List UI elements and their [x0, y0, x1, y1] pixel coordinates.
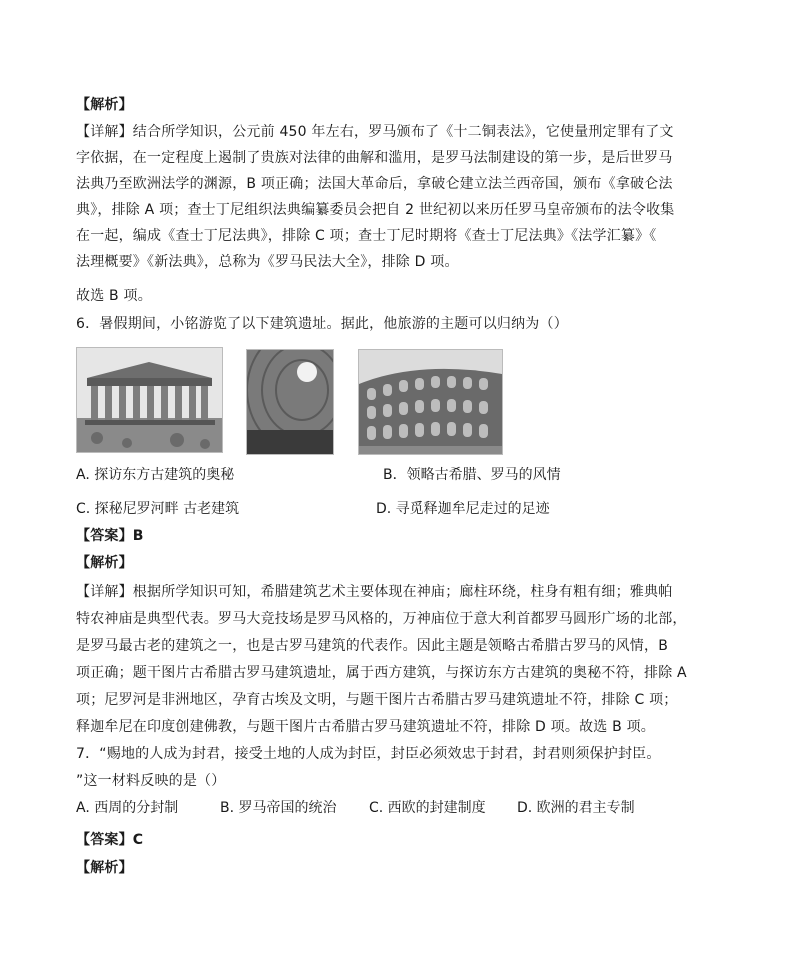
option-b: B．领略古希腊、罗马的风情: [383, 467, 561, 483]
parthenon-photo: [76, 347, 223, 453]
analysis-heading: 【解析】: [76, 860, 133, 876]
analysis-heading: 【解析】: [76, 97, 133, 113]
detail-line: 特农神庙是典型代表。罗马大竞技场是罗马风格的，万神庙位于意大利首都罗马圆形广场的北部，: [76, 611, 687, 627]
question-7-stem-continued: ”这一材料反映的是（）: [76, 773, 226, 789]
detail-line: 项；尼罗河是非洲地区，孕育古埃及文明，与题干图片古希腊古罗马建筑遗址不符，排除 C 项；: [76, 692, 678, 708]
detail-line: 法典乃至欧洲法学的渊源，B 项正确；法国大革命后，拿破仑建立法兰西帝国，颁布《拿破仑法: [76, 176, 673, 192]
option-b: B. 罗马帝国的统治: [220, 800, 337, 816]
detail-line: 【详解】结合所学知识，公元前 450 年左右，罗马颁布了《十二铜表法》，它使量刑定罪有了文: [76, 124, 674, 140]
answer: 【答案】B: [76, 528, 144, 544]
detail-line: 是罗马最古老的建筑之一，也是古罗马建筑的代表作。因此主题是领略古希腊古罗马的风情，B: [76, 638, 669, 654]
analysis-heading: 【解析】: [76, 555, 133, 571]
detail-line: 典》，排除 A 项；查士丁尼组织法典编纂委员会把自 2 世纪初以来历任罗马皇帝颁布的法令收集: [76, 202, 675, 218]
option-d: D. 欧洲的君主专制: [517, 800, 635, 816]
detail-line: 在一起，编成《查士丁尼法典》，排除 C 项；查士丁尼时期将《查士丁尼法典》《法学汇纂》《: [76, 228, 657, 244]
detail-line: 释迦牟尼在印度创建佛教，与题干图片古希腊古罗马建筑遗址不符，排除 D 项。故选 B 项。: [76, 719, 655, 735]
detail-line: 【详解】根据所学知识可知，希腊建筑艺术主要体现在神庙；廊柱环绕，柱身有粗有细；雅典帕: [76, 584, 673, 600]
option-a: A. 探访东方古建筑的奥秘: [76, 467, 235, 483]
option-c: C. 探秘尼罗河畔 古老建筑: [76, 501, 240, 517]
option-c: C. 西欧的封建制度: [369, 800, 486, 816]
question-7-stem: 7．“赐地的人成为封君，接受土地的人成为封臣，封臣必须效忠于封君，封君则须保护封臣。: [76, 746, 661, 762]
detail-line: 字依据，在一定程度上遏制了贵族对法律的曲解和滥用，是罗马法制建设的第一步，是后世罗马: [76, 150, 673, 166]
pantheon-dome-photo: [246, 349, 334, 455]
detail-line: 法理概要》《新法典》，总称为《罗马民法大全》，排除 D 项。: [76, 254, 459, 270]
detail-line: 项正确；题干图片古希腊古罗马建筑遗址，属于西方建筑，与探访东方古建筑的奥秘不符，排除 A: [76, 665, 687, 681]
option-d: D. 寻觅释迦牟尼走过的足迹: [376, 501, 550, 517]
question-6-stem: 6．暑假期间，小铭游览了以下建筑遗址。据此，他旅游的主题可以归纳为（）: [76, 316, 568, 332]
answer: 【答案】C: [76, 832, 144, 848]
conclusion: 故选 B 项。: [76, 288, 152, 304]
option-a: A. 西周的分封制: [76, 800, 179, 816]
colosseum-photo: [358, 349, 503, 455]
